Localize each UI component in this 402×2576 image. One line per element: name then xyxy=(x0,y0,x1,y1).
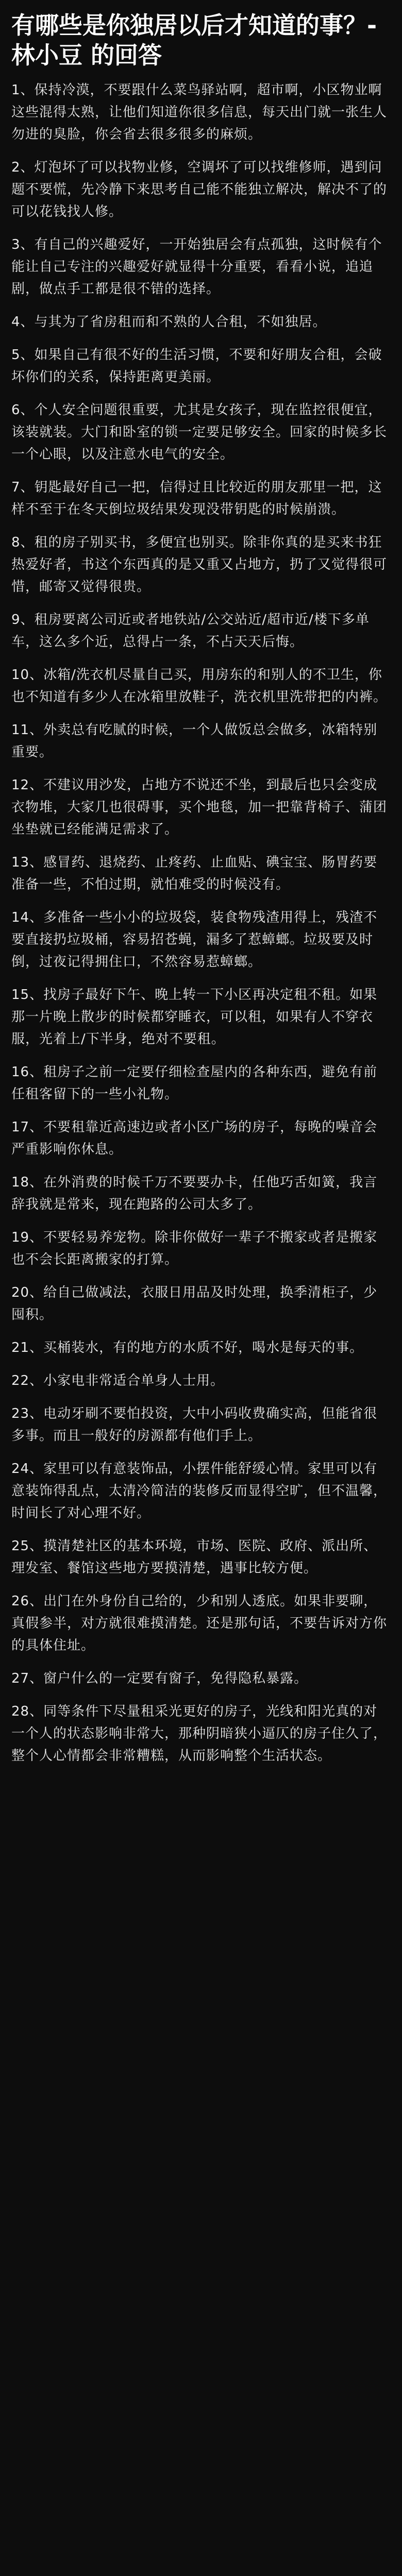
list-item: 13、感冒药、退烧药、止疼药、止血贴、碘宝宝、肠胃药要准备一些，不怕过期，就怕难受的时候没有。 xyxy=(11,855,378,892)
list-item: 3、有自己的兴趣爱好，一开始独居会有点孤独，这时候有个能让自己专注的兴趣爱好就显得十分重要，看看小说，追追剧，做点手工都是很不错的选择。 xyxy=(11,237,382,297)
list-item: 9、租房要离公司近或者地铁站/公交站近/超市近/楼下多单车，这么多个近，总得占一条，不占天天后悔。 xyxy=(11,612,370,650)
list-item: 5、如果自己有很不好的生活习惯，不要和好朋友合租，会破坏你们的关系，保持距离更美丽。 xyxy=(11,347,382,385)
list-item: 26、出门在外身份自己给的，少和别人透底。如果非要聊，真假参半，对方就很难摸清楚。还是那句话，不要告诉对方你的具体住址。 xyxy=(11,1594,388,1653)
list-item: 20、给自己做减法，衣服日用品及时处理，换季清柜子，少囤积。 xyxy=(11,1285,378,1323)
list-item: 15、找房子最好下午、晚上转一下小区再决定租不租。如果那一片晚上散步的时候都穿睡衣，可以租，如果有人不穿衣服，光着上/下半身，绝对不要租。 xyxy=(11,987,378,1047)
page-title: 有哪些是你独居以后才知道的事？- 林小豆 的回答 xyxy=(11,11,377,69)
list-item: 25、摸清楚社区的基本环境，市场、医院、政府、派出所、理发室、餐馆这些地方要摸清楚，遇事比较方便。 xyxy=(11,1538,378,1576)
list-item: 18、在外消费的时候千万不要要办卡，任他巧舌如簧，我言辞我就是常来，现在跑路的公司太多了。 xyxy=(11,1175,378,1212)
list-item: 14、多准备一些小小的垃圾袋，装食物残渣用得上，残渣不要直接扔垃圾桶，容易招苍蝇，漏多了惹蟑螂。垃圾要及时倒，过夜记得拥住口，不然容易惹蟑螂。 xyxy=(11,910,378,970)
list-item: 12、不建议用沙发，占地方不说还不坐，到最后也只会变成衣物堆，大家几也很碍事，买个地毯，加一把靠背椅子、蒲团坐垫就已经能满足需求了。 xyxy=(11,777,388,837)
list-item: 21、买桶装水，有的地方的水质不好，喝水是每天的事。 xyxy=(11,1340,364,1355)
list-item: 4、与其为了省房租而和不熟的人合租，不如独居。 xyxy=(11,314,327,330)
list-item: 2、灯泡坏了可以找物业修，空调坏了可以找维修师，遇到问题不要慌，先冷静下来思考自己能不能独立解决，解决不了的可以花钱找人修。 xyxy=(11,160,388,219)
list-item: 7、钥匙最好自己一把，信得过且比较近的朋友那里一把，这样不至于在冬天倒垃圾结果发现没带钥匙的时候崩溃。 xyxy=(11,480,382,517)
list-item: 22、小家电非常适合单身人士用。 xyxy=(11,1373,225,1388)
list-item: 17、不要租靠近高速边或者小区广场的房子，每晚的噪音会严重影响你休息。 xyxy=(11,1120,378,1157)
tips-list xyxy=(11,79,391,1767)
list-item: 6、个人安全问题很重要，尤其是女孩子，现在监控很便宜，该装就装。大门和卧室的锁一定要足够安全。回家的时候多长一个心眼，以及注意水电气的安全。 xyxy=(11,402,388,462)
list-item: 11、外卖总有吃腻的时候，一个人做饭总会做多，冰箱特别重要。 xyxy=(11,722,378,760)
list-item: 10、冰箱/洗衣机尽量自己买，用房东的和别人的不卫生，你也不知道有多少人在冰箱里放鞋子，洗衣机里洗带把的内裤。 xyxy=(11,667,388,705)
list-item: 24、家里可以有意装饰品，小摆件能舒缓心情。家里可以有意装饰得乱点，太清冷简洁的装修反而显得空旷，但不温馨，时间长了对心理不好。 xyxy=(11,1461,388,1521)
list-item: 8、租的房子别买书，多便宜也别买。除非你真的是买来书狂热爱好者，书这个东西真的是又重又占地方，扔了又觉得很可惜，邮寄又觉得很贵。 xyxy=(11,535,388,595)
list-item: 1、保持冷漠，不要跟什么菜鸟驿站啊，超市啊，小区物业啊这些混得太熟，让他们知道你很多信息，每天出门就一张生人勿进的臭脸，你会省去很多很多的麻烦。 xyxy=(11,82,388,142)
list-item: 23、电动牙刷不要怕投资，大中小码收费确实高，但能省很多事。而且一般好的房源都有他们手上。 xyxy=(11,1406,378,1444)
list-item: 19、不要轻易养宠物。除非你做好一辈子不搬家或者是搬家也不会长距离搬家的打算。 xyxy=(11,1230,378,1267)
list-item: 16、租房子之前一定要仔细检查屋内的各种东西，避免有前任租客留下的一些小礼物。 xyxy=(11,1064,378,1102)
list-item: 27、窗户什么的一定要有窗子，免得隐私暴露。 xyxy=(11,1671,308,1686)
list-item: 28、同等条件下尽量租采光更好的房子，光线和阳光真的对一个人的状态影响非常大，那种阴暗狭小逼仄的房子住久了，整个人心情都会非常糟糕，从而影响整个生活状态。 xyxy=(11,1704,388,1764)
